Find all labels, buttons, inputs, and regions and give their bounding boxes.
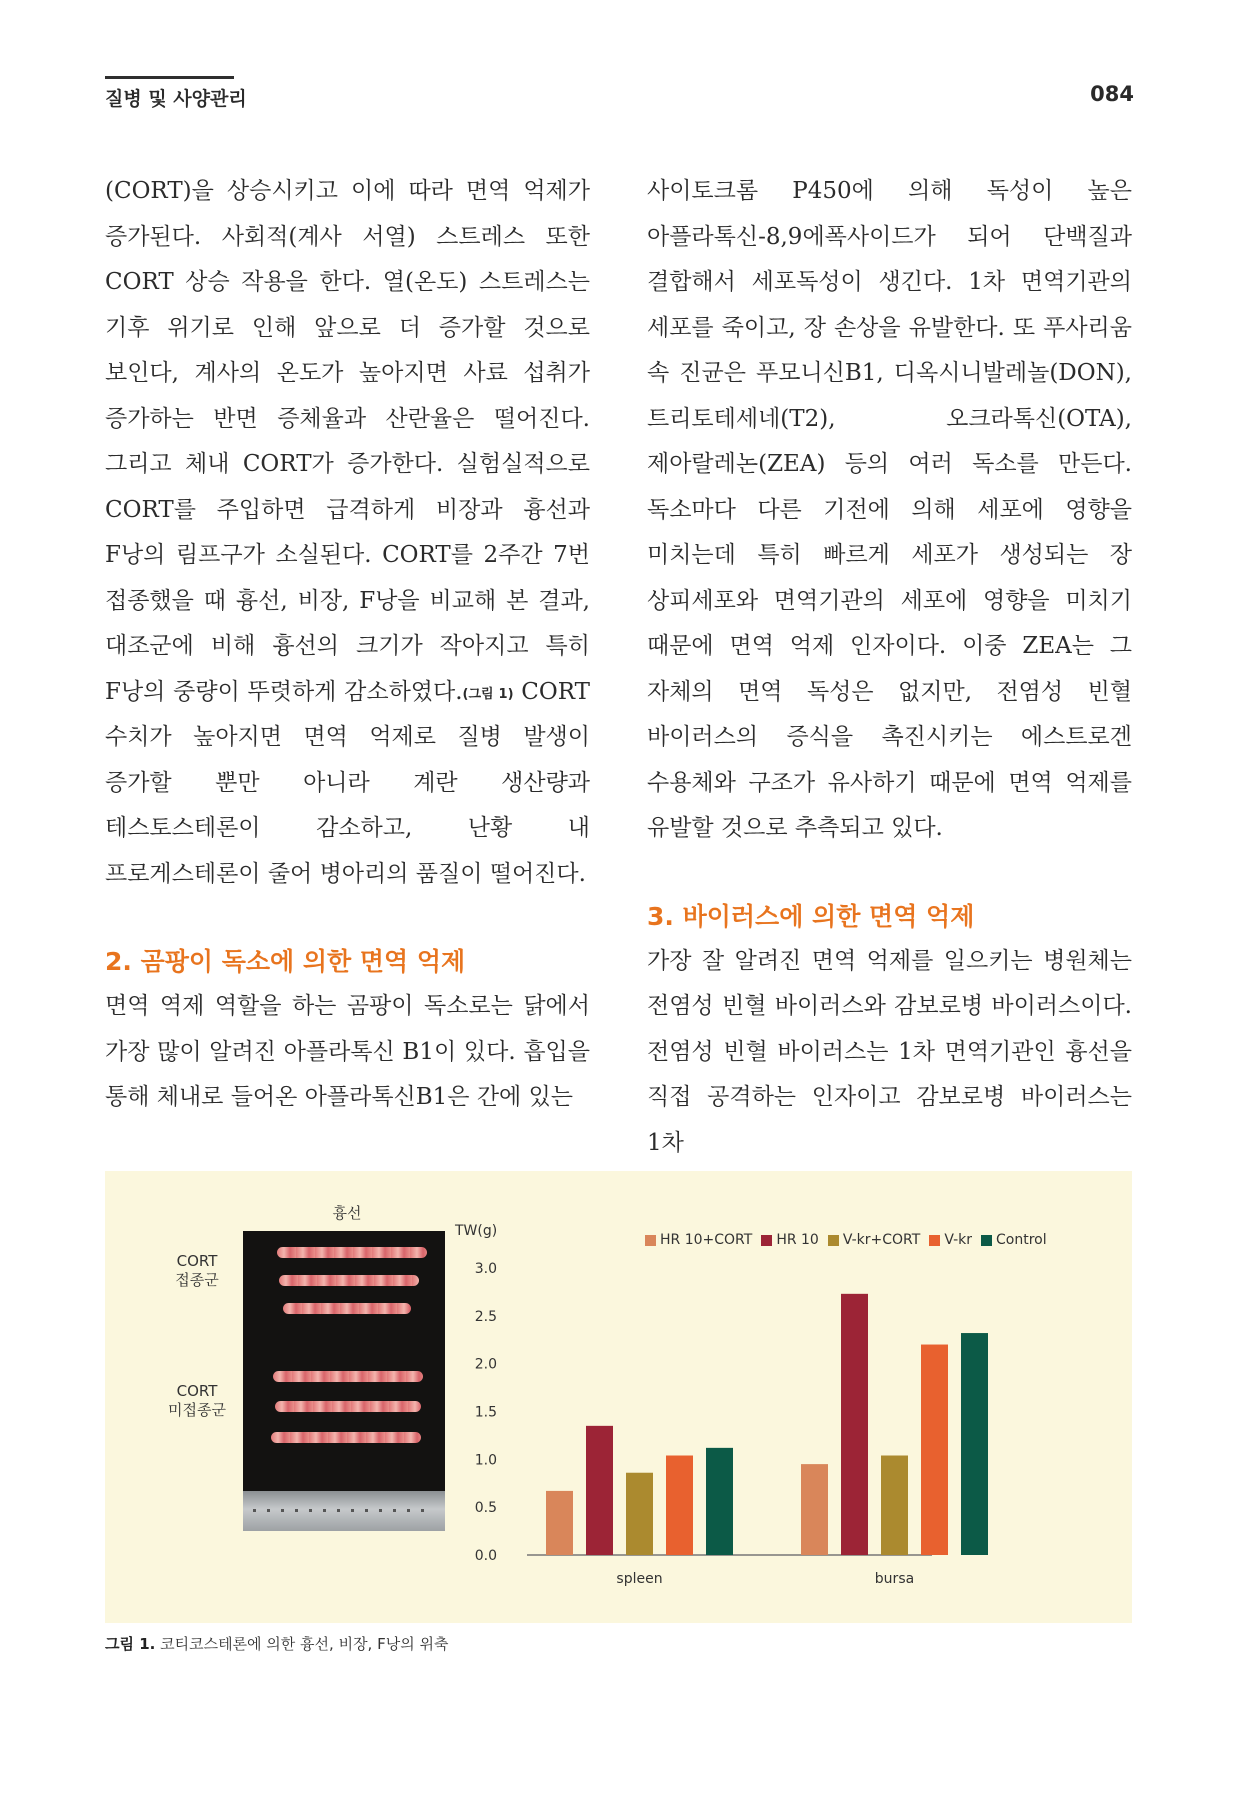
legend-label: Control	[995, 1232, 1047, 1248]
y-tick-label: 1.5	[474, 1404, 497, 1421]
left-paragraph-1-continued: CORT 수치가 높아지면 면역 억제로 질병 발생이 증가할 뿐만 아니라 계란 생산량과 테스토스테론이 감소하고, 난황 내 프로게스테론이 줄어 병아리의 품질이 떨어진다.	[105, 678, 590, 887]
bar-chart	[105, 1171, 1132, 1623]
caption-label: 그림 1.	[105, 1635, 156, 1653]
right-column	[647, 169, 1132, 1166]
photo-title: 흉선	[332, 1204, 362, 1222]
left-column	[105, 169, 590, 1121]
x-category-label: bursa	[874, 1571, 915, 1587]
legend-label: V-kr	[944, 1232, 972, 1248]
section-title: 질병 및 사양관리	[105, 88, 247, 110]
y-tick-label: 0.0	[474, 1548, 497, 1564]
y-tick-label: 2.5	[474, 1308, 497, 1325]
y-tick-label: 3.0	[474, 1261, 497, 1277]
figure-reference: (그림 1)	[462, 686, 514, 702]
left-paragraph-1-text: (CORT)을 상승시키고 이에 따라 면역 억제가 증가된다. 사회적(계사 서열) 스트레스 또한 CORT 상승 작용을 한다. 열(온도) 스트레스는 기후 위기로 인해 앞으로 더 증가할 것으로 보인다, 계사의 온도가 높아지면 사료 섭취가 증가하는 반면 증체율과 산란율은 떨어진다. 그리고 체내 CORT가 증가한다. 실험실적으로 CORT를 주입하면 급격하게 비장과 흉선과 F낭의 림프구가 소실된다. CORT를 2주간 7번 접종했을 때 흉선, 비장, F낭을 비교해 본 결과, 대조군에 비해 흉선의 크기가 작아지고 특히 F낭의 중량이 뚜렷하게 감소하였다.	[105, 178, 590, 705]
bar-spleen-0	[546, 1491, 573, 1555]
legend-label: V-kr+CORT	[842, 1232, 921, 1248]
legend-label: HR 10+CORT	[660, 1232, 753, 1248]
bar-spleen-1	[586, 1426, 613, 1555]
heading-virus: 3. 바이러스에 의한 면역 억제	[647, 901, 975, 931]
figure-panel	[105, 1171, 1132, 1623]
heading-mycotoxin: 2. 곰팡이 독소에 의한 면역 억제	[105, 947, 466, 976]
y-tick-label: 0.5	[474, 1500, 497, 1517]
y-tick-label: 2.0	[474, 1356, 497, 1373]
header-rule	[105, 76, 234, 79]
right-paragraph-2: 가장 잘 알려진 면역 억제를 일으키는 병원체는 전염성 빈혈 바이러스와 감보로병 바이러스이다. 전염성 빈혈 바이러스는 1차 면역기관인 흉선을 직접 공격하는 인자이고 감보로병 바이러스는 1차	[647, 947, 1132, 1156]
group1-label-line1: CORT	[176, 1252, 218, 1270]
legend-label: HR 10	[776, 1232, 819, 1248]
bar-spleen-2	[626, 1473, 653, 1555]
page-number: 084	[1090, 82, 1134, 106]
bar-spleen-4	[706, 1448, 733, 1555]
group2-label-line2: 미접종군	[168, 1401, 226, 1419]
figure-caption	[105, 1633, 448, 1654]
bar-bursa-1	[841, 1294, 868, 1555]
group2-label-line1: CORT	[176, 1382, 218, 1400]
y-tick-label: 1.0	[474, 1452, 497, 1469]
bar-bursa-3	[921, 1345, 948, 1555]
x-category-label: spleen	[616, 1571, 663, 1587]
bar-spleen-3	[666, 1456, 693, 1555]
right-paragraph-1: 사이토크롬 P450에 의해 독성이 높은 아플라톡신-8,9에폭사이드가 되어 단백질과 결합해서 세포독성이 생긴다. 1차 면역기관의 세포를 죽이고, 장 손상을 유발한다. 또 푸사리움 속 진균은 푸모니신B1, 디옥시니발레놀(DON), 트리토테세네(T2), 오크라톡신(OTA), 제아랄레논(ZEA) 등의 여러 독소를 만든다. 독소마다 다른 기전에 의해 세포에 영향을 미치는데 특히 빠르게 세포가 생성되는 장 상피세포와 면역기관의 세포에 영향을 미치기 때문에 면역 억제 인자이다. 이중 ZEA는 그 자체의 면역 독성은 없지만, 전염성 빈혈 바이러스의 증식을 촉진시키는 에스트로겐 수용체와 구조가 유사하기 때문에 면역 억제를 유발할 것으로 추측되고 있다.	[647, 178, 1132, 841]
group1-label-line2: 접종군	[175, 1271, 219, 1289]
bar-bursa-2	[881, 1456, 908, 1555]
caption-text: 코티코스테론에 의한 흉선, 비장, F낭의 위축	[155, 1635, 449, 1653]
left-paragraph-1	[105, 169, 590, 897]
left-paragraph-2: 면역 역제 역할을 하는 곰팡이 독소로는 닭에서 가장 많이 알려진 아플라톡신 B1이 있다. 흡입을 통해 체내로 들어온 아플라톡신B1은 간에 있는	[105, 993, 590, 1110]
y-axis-title: TW(g)	[455, 1223, 498, 1239]
bar-bursa-4	[961, 1333, 988, 1555]
bar-bursa-0	[801, 1464, 828, 1555]
